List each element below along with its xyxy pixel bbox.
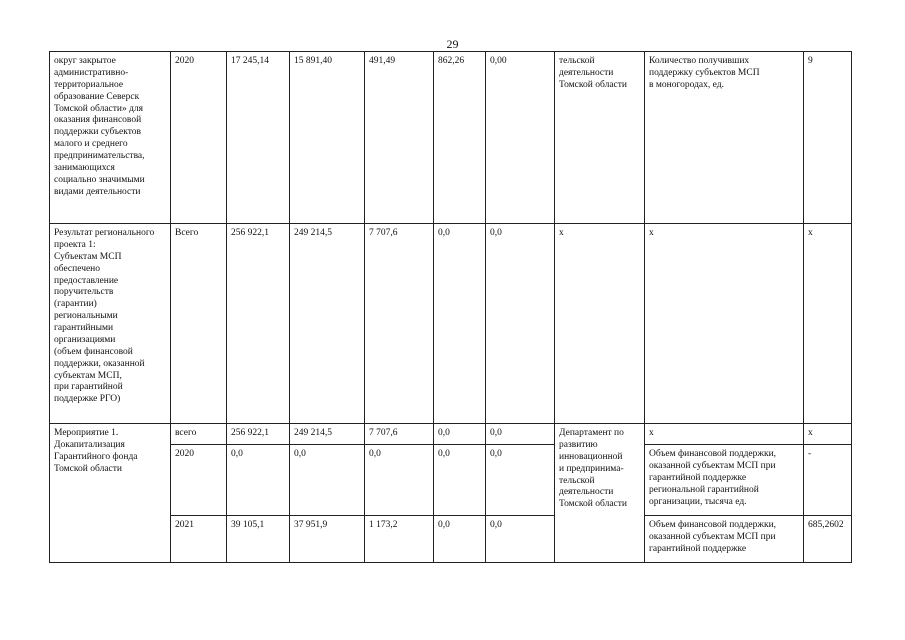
local-budget-cell: 0,0 <box>434 516 486 563</box>
federal-budget-cell: 249 214,5 <box>290 424 365 445</box>
extrabudget-cell: 0,0 <box>486 445 555 516</box>
indicator-value-cell: x <box>804 224 852 424</box>
indicator-value-cell: x <box>804 424 852 445</box>
measure-name-cell: округ закрытое административно- территориальное образование Северск Томской области» для оказания финансовой поддержки субъектов малого и среднего предпринимательства, занимающихся социально значимыми видами деятельности <box>50 52 171 224</box>
federal-budget-cell: 37 951,9 <box>290 516 365 563</box>
indicator-name-cell: Количество получивших поддержку субъектов МСП в моногородах, ед. <box>645 52 804 224</box>
local-budget-cell: 0,0 <box>434 445 486 516</box>
year-cell: 2021 <box>171 516 227 563</box>
regional-budget-cell: 1 173,2 <box>365 516 434 563</box>
federal-budget-cell: 15 891,40 <box>290 52 365 224</box>
regional-budget-cell: 7 707,6 <box>365 224 434 424</box>
extrabudget-cell: 0,0 <box>486 516 555 563</box>
indicator-name-cell: Объем финансовой поддержки, оказанной субъектам МСП при гарантийной поддержке региональной гарантийной организации, тысяча ед. <box>645 445 804 516</box>
total-cell: 256 922,1 <box>227 224 290 424</box>
total-cell: 0,0 <box>227 445 290 516</box>
local-budget-cell: 0,0 <box>434 424 486 445</box>
extrabudget-cell: 0,00 <box>486 52 555 224</box>
measure-name-cell: Мероприятие 1. Докапитализация Гарантийного фонда Томской области <box>50 424 171 563</box>
table-row <box>50 445 852 516</box>
page-number: 29 <box>446 37 459 51</box>
indicator-value-cell: - <box>804 445 852 516</box>
regional-budget-cell: 491,49 <box>365 52 434 224</box>
extrabudget-cell: 0,0 <box>486 224 555 424</box>
executor-cell: x <box>555 224 645 424</box>
table-row <box>50 516 852 563</box>
year-cell: всего <box>171 424 227 445</box>
indicator-name-cell: Объем финансовой поддержки, оказанной субъектам МСП при гарантийной поддержке <box>645 516 804 563</box>
table-row <box>50 52 852 224</box>
total-cell: 17 245,14 <box>227 52 290 224</box>
local-budget-cell: 862,26 <box>434 52 486 224</box>
year-cell: Всего <box>171 224 227 424</box>
extrabudget-cell: 0,0 <box>486 424 555 445</box>
year-cell: 2020 <box>171 445 227 516</box>
total-cell: 39 105,1 <box>227 516 290 563</box>
executor-cell: Департамент по развитию инновационной и предпринима- тельской деятельности Томской области <box>555 424 645 563</box>
regional-budget-cell: 0,0 <box>365 445 434 516</box>
regional-budget-cell: 7 707,6 <box>365 424 434 445</box>
executor-cell: тельской деятельности Томской области <box>555 52 645 224</box>
total-cell: 256 922,1 <box>227 424 290 445</box>
federal-budget-cell: 249 214,5 <box>290 224 365 424</box>
local-budget-cell: 0,0 <box>434 224 486 424</box>
year-cell: 2020 <box>171 52 227 224</box>
program-table <box>49 51 852 563</box>
federal-budget-cell: 0,0 <box>290 445 365 516</box>
table-row <box>50 224 852 424</box>
table-row <box>50 424 852 445</box>
indicator-name-cell: x <box>645 424 804 445</box>
indicator-name-cell: x <box>645 224 804 424</box>
measure-name-cell: Результат регионального проекта 1: Субъектам МСП обеспечено предоставление поручительств (гарантии) региональными гарантийными организациями (объем финансовой поддержки, оказанной субъектам МСП, при гарантийной поддержке РГО) <box>50 224 171 424</box>
indicator-value-cell: 9 <box>804 52 852 224</box>
indicator-value-cell: 685,2602 <box>804 516 852 563</box>
